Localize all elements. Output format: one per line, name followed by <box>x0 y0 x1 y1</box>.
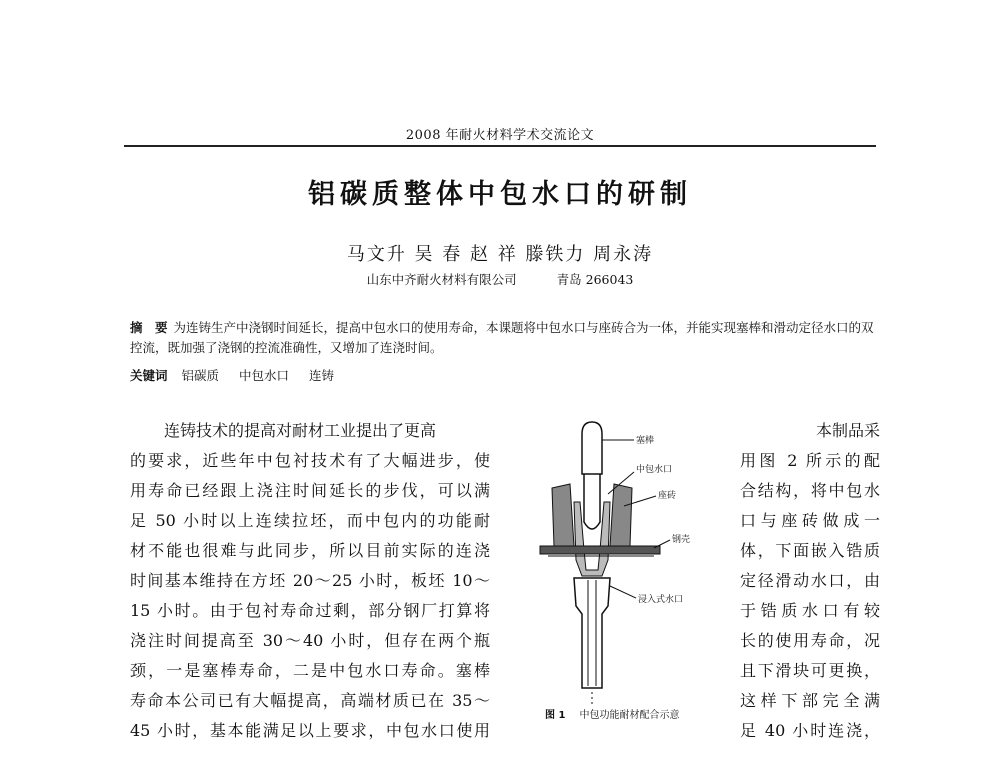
steel-shell-plate <box>540 546 660 554</box>
paper-title: 铝碳质整体中包水口的研制 <box>308 179 692 210</box>
body-line: 的要求，近些年中包衬技术有了大幅进步，使 <box>130 451 490 470</box>
label-shell: 钢壳 <box>672 535 691 545</box>
submerged-nozzle <box>574 578 610 688</box>
stopper-rod-shape <box>582 422 602 474</box>
keyword: 连铸 <box>309 368 335 383</box>
body-line: 合结构，将中包水 <box>740 481 880 500</box>
keywords <box>130 366 880 384</box>
figure-caption-text: 中包功能耐材配合示意 <box>579 710 680 721</box>
body-line: 45 小时，基本能满足以上要求，中包水口使用 <box>130 721 490 740</box>
nozzle-body <box>574 502 610 576</box>
leader-line <box>654 540 670 548</box>
body-line: 用图 2 所示的配 <box>740 451 880 470</box>
body-column-right <box>740 416 880 746</box>
body-line: 足 50 小时以上连续拉坯，而中包内的功能耐 <box>130 511 490 530</box>
affiliation-city: 青岛 266043 <box>556 272 634 287</box>
body-line: 口与座砖做成一 <box>740 511 880 530</box>
label-seat: 座砖 <box>658 491 677 501</box>
label-nozzle: 中包水口 <box>636 465 673 475</box>
seat-brick-right <box>610 484 632 546</box>
abstract <box>130 318 880 358</box>
body-line: 颈，一是塞棒寿命，二是中包水口寿命。塞棒 <box>130 661 490 680</box>
body-line: 寿命本公司已有大幅提高，高端材质已在 35～ <box>130 691 490 710</box>
body-line: 体，下面嵌入锆质 <box>740 541 880 560</box>
seat-brick-left <box>552 484 574 546</box>
body-line: 材不能也很难与此同步，所以目前实际的连浇 <box>130 541 490 560</box>
figure-caption-number: 图 1 <box>545 710 566 721</box>
body-line: 浇注时间提高至 30～40 小时，但存在两个瓶 <box>130 631 490 650</box>
header-rule <box>124 145 876 147</box>
label-stopper: 塞棒 <box>636 436 655 446</box>
body-line: 15 小时。由于包衬寿命过剩，部分钢厂打算将 <box>130 601 490 620</box>
body-line: 定径滑动水口，由 <box>740 571 880 590</box>
keyword: 铝碳质 <box>181 368 220 383</box>
running-header: 2008 年耐火材料学术交流论文 <box>405 128 595 143</box>
body-line: 足 40 小时连浇， <box>740 721 880 740</box>
body-line: 时间基本维持在方坯 20～25 小时，板坯 10～ <box>130 571 490 590</box>
abstract-label: 摘 要 <box>130 320 168 335</box>
body-line: 这样下部完全满 <box>740 691 880 710</box>
body-line: 于锆质水口有较 <box>740 601 880 620</box>
affiliation <box>124 270 876 288</box>
body-line: 连铸技术的提高对耐材工业提出了更高 <box>164 421 437 440</box>
body-column-left <box>130 416 490 746</box>
figure-caption <box>545 706 735 721</box>
body-line: 长的使用寿命，况 <box>740 631 880 650</box>
label-insert: 浸入式水口 <box>638 595 684 605</box>
keyword: 中包水口 <box>239 368 290 383</box>
affiliation-org: 山东中齐耐火材料有限公司 <box>366 272 517 287</box>
keywords-label: 关键词 <box>130 368 168 383</box>
body-line: 用寿命已经跟上浇注时间延长的步伐，可以满 <box>130 481 490 500</box>
abstract-text: 为连铸生产中浇钢时间延长，提高中包水口的使用寿命，本课题将中包水口与座砖合为一体，并能实现塞棒和滑动定径水口的双控流，既加强了浇钢的控流准确性，又增加了连浇时间。 <box>130 320 874 355</box>
stopper-tip-shape <box>584 474 600 529</box>
body-line: 本制品采 <box>815 421 880 440</box>
body-line: 且下滑块可更换， <box>740 661 880 680</box>
author-list: 马文升 吴 春 赵 祥 滕铁力 周永涛 <box>346 244 654 265</box>
figure-1 <box>530 410 730 730</box>
leader-line <box>610 586 636 598</box>
